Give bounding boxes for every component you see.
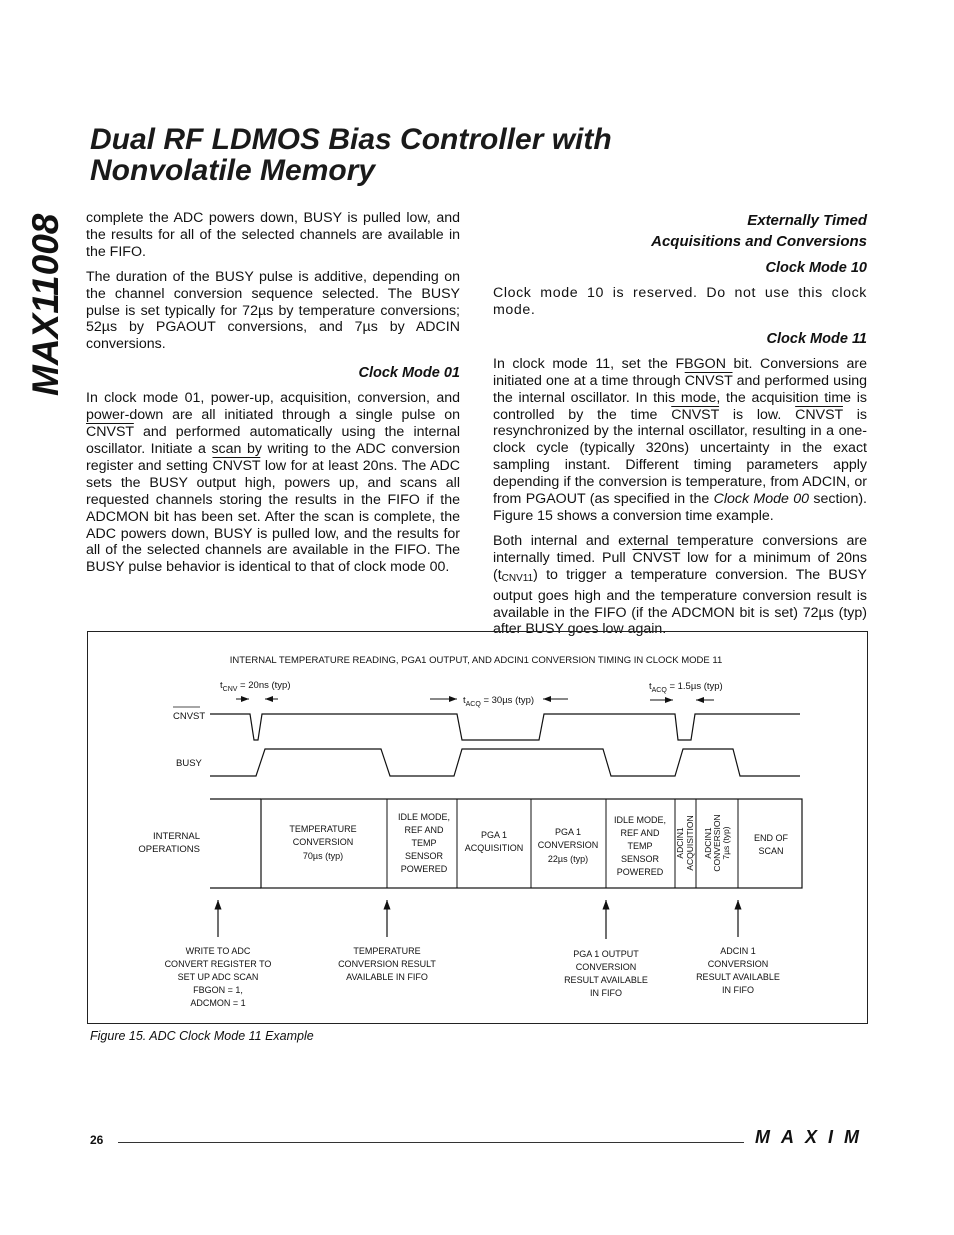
heading-clock-mode-01: Clock Mode 01 <box>358 365 460 382</box>
left-column <box>86 210 460 584</box>
timing-arrows <box>236 699 714 700</box>
heading-clock-mode-11: Clock Mode 11 <box>766 330 867 347</box>
cnvst-signal-label: CNVST <box>173 711 206 722</box>
right-column <box>493 210 867 646</box>
op-idle-mode-2: IDLE MODE, REF AND TEMP SENSOR POWERED <box>613 815 667 877</box>
page-title <box>90 124 790 186</box>
op-pga1-conversion: PGA 1 CONVERSION 22µs (typ) <box>537 827 599 864</box>
note-adcin1-result: ADCIN 1 CONVERSION RESULT AVAILABLE IN FIFO <box>696 946 780 995</box>
op-adcin1-acquisition: ADCIN1ACQUISITION <box>675 815 695 871</box>
text-run: Both internal and external temperature conversions are internally timed. Pull <box>493 532 867 566</box>
note-write-adc-register: WRITE TO ADC CONVERT REGISTER TO SET UP ADC SCAN FBGON = 1, ADCMON = 1 <box>164 946 272 1008</box>
paragraph <box>86 390 460 576</box>
text-run: and performed automatically using the internal oscillator. Initiate a scan by writing to the ADC conversion register and setting <box>86 424 460 474</box>
op-pga1-acquisition: PGA 1 ACQUISITION <box>464 830 524 853</box>
note-temperature-result: TEMPERATURE CONVERSION RESULT AVAILABLE IN FIFO <box>338 946 436 982</box>
page-number: 26 <box>90 1133 104 1147</box>
op-temperature-conversion: TEMPERATURE CONVERSION 70µs (typ) <box>289 824 357 861</box>
signal-cnvst: CNVST <box>795 406 843 423</box>
paragraph <box>493 533 867 638</box>
signal-cnvst: CNVST <box>632 549 681 566</box>
heading-line: Externally Timed <box>747 212 867 229</box>
tcnv-label: $t_{CNV} = 20ns$ (typ) <box>220 680 291 693</box>
text-run: In clock mode 11, set the FBGON bit. Conversions are initiated one at a time through <box>493 355 867 389</box>
heading-clock-mode-10: Clock Mode 10 <box>765 260 867 276</box>
text-run: is resynchronized by the internal oscillator, resulting in a one-clock cycle (typically 320ns) uncertainty in the exact sampling instant. Different timing parameters apply depending if the conversion is temperature, from ADCIN, or from PGAOUT (as specified in the <box>493 406 867 508</box>
event-arrows <box>218 900 738 939</box>
heading-line: Acquisitions and Conversions <box>651 233 867 250</box>
busy-signal-label: BUSY <box>176 758 202 769</box>
side-part-number-text: MAX11008 <box>25 213 66 396</box>
paragraph: The duration of the BUSY pulse is additive, depending on the channel conversion sequence selected. The BUSY pulse is set typically for 72µs by temperature conversions; 52µs by PGAOUT conversions, and 7µs by ADCIN conversions. <box>86 268 460 353</box>
signal-cnvst: CNVST <box>86 424 134 441</box>
footer-rule <box>118 1142 744 1143</box>
text-run: low for at least 20ns. The ADC sets the BUSY output high, powers up, and scans all requested channels storing the results in the FIFO if the ADCMON bit has been set. After the scan is complete, the ADC powers down, BUSY is pulled low, and the results for all of the selected channels are available in the FIFO. The BUSY pulse behavior is identical to that of clock mode 00. <box>86 457 460 576</box>
tacq2-label: $t_{ACQ} = 1.5\mu s$ (typ) <box>649 681 723 694</box>
maxim-logo <box>753 1128 865 1151</box>
text-run: ) to trigger a temperature conversion. The BUSY output goes high and the temperature conversion result is available in the FIFO (if the ADCMON bit is set) 72µs (typ) after BUSY goes low again. <box>493 566 867 638</box>
op-idle-mode-1: IDLE MODE, REF AND TEMP SENSOR POWERED <box>397 812 451 874</box>
paragraph: Clock mode 10 is reserved. Do not use this clock mode. <box>493 285 867 318</box>
paragraph <box>493 356 867 525</box>
signal-cnvst: CNVST <box>212 457 261 474</box>
text-run: is low. <box>719 406 796 423</box>
busy-waveform <box>210 749 800 776</box>
text-run: section). Figure 15 shows a conversion time example. <box>493 491 867 524</box>
signal-cnvst: CNVST <box>684 372 733 389</box>
paragraph: complete the ADC powers down, BUSY is pulled low, and the results for all of the selected channels are available in the FIFO. <box>86 210 460 260</box>
figure-caption: Figure 15. ADC Clock Mode 11 Example <box>90 1029 314 1043</box>
text-run: and performed using the internal oscillator. In this mode, the acquisition time is controlled by the time <box>493 372 867 423</box>
page-title-line1: Dual RF LDMOS Bias Controller with <box>90 123 612 156</box>
page-title-line2: Nonvolatile Memory <box>90 154 376 187</box>
op-adcin1-conversion: ADCIN1CONVERSION7µs (typ) <box>703 814 731 872</box>
tacq1-label: $t_{ACQ} = 30\mu s$ (typ) <box>463 695 535 708</box>
heading-externally-timed <box>493 210 867 252</box>
section-reference: Clock Mode 00 <box>713 491 810 508</box>
subscript: CNV11 <box>501 572 534 584</box>
signal-cnvst: CNVST <box>671 406 720 423</box>
diagram-title: INTERNAL TEMPERATURE READING, PGA1 OUTPUT, AND ADCIN1 CONVERSION TIMING IN CLOCK MODE 11 <box>229 655 723 666</box>
side-part-number <box>14 210 66 400</box>
timing-diagram <box>87 631 868 1024</box>
op-end-of-scan: END OF SCAN <box>753 833 789 856</box>
text-run: low for a minimum of 20ns (t <box>493 549 867 583</box>
note-pga1-result: PGA 1 OUTPUT CONVERSION RESULT AVAILABLE IN FIFO <box>564 949 648 998</box>
text-run: In clock mode 01, power-up, acquisition, conversion, and power-down are all initiated through a single pulse on <box>86 390 460 424</box>
maxim-logo-text: MAXIM <box>755 1128 861 1146</box>
internal-operations-label: INTERNAL OPERATIONS <box>138 831 200 855</box>
cnvst-waveform <box>210 714 800 740</box>
